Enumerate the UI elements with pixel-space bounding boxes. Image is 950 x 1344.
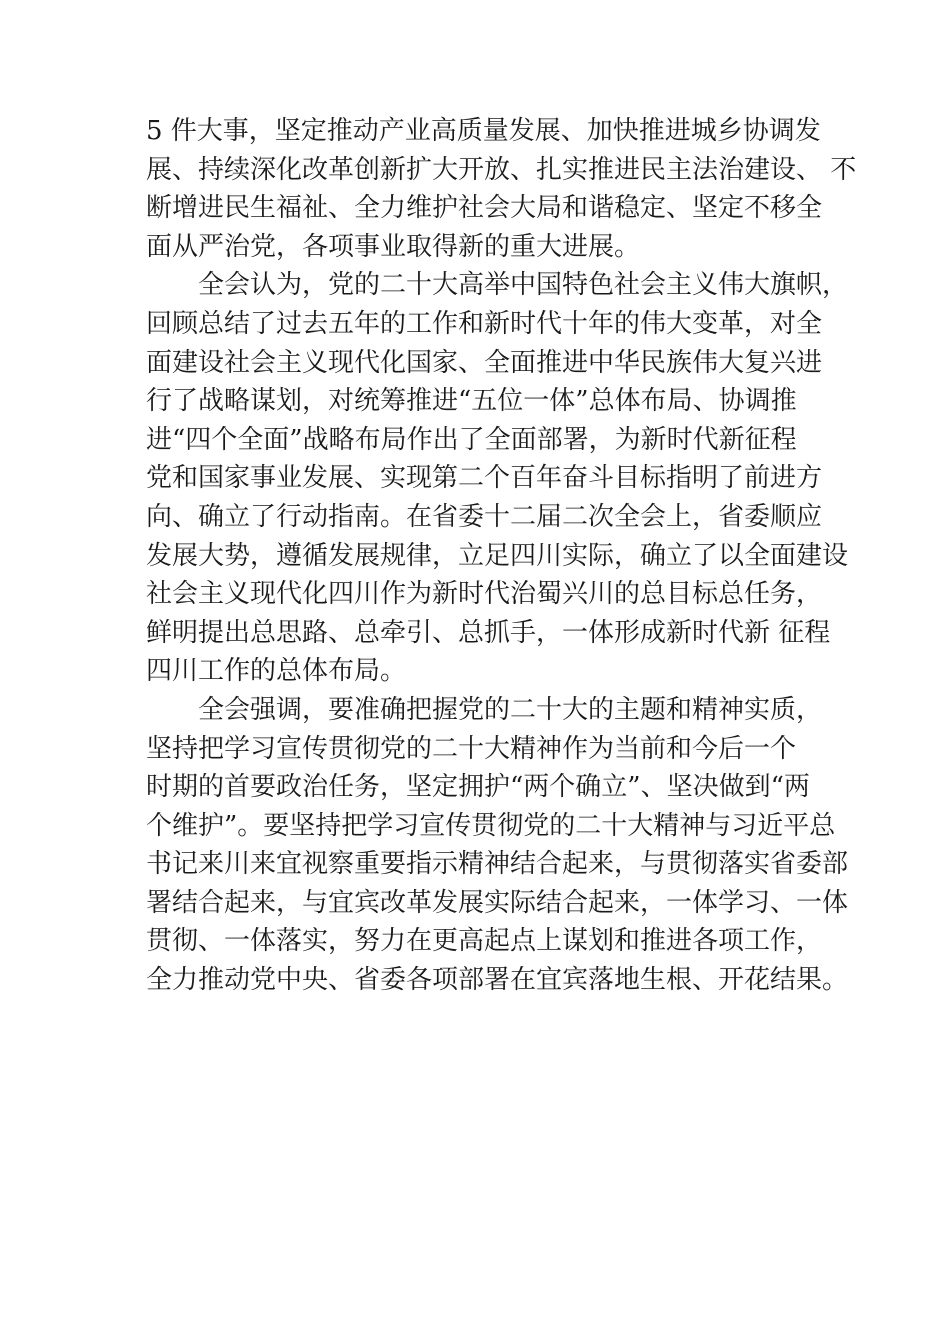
- text-line: 面从严治党，各项事业取得新的重大进展。: [146, 231, 641, 262]
- text-line: 四川工作的总体布局。: [146, 656, 407, 687]
- text-line: 5 件大事，坚定推动产业高质量发展、加快推进城乡协调发: [146, 116, 821, 146]
- text-line: 党和国家事业发展、实现第二个百年奋斗目标指明了前进方: [146, 463, 823, 494]
- text-line: 书记来川来宜视察重要指示精神结合起来，与贯彻落实省委部: [146, 849, 849, 880]
- text-line: 贯彻、一体落实，努力在更高起点上谋划和推进各项工作，: [146, 926, 823, 957]
- text-line: 社会主义现代化四川作为新时代治蜀兴川的总目标总任务，: [146, 579, 823, 610]
- text-line: 时期的首要政治任务，坚定拥护“两个确立”、坚决做到“两: [146, 772, 810, 803]
- text-line: 断增进民生福祉、全力维护社会大局和谐稳定、坚定不移全: [146, 193, 823, 224]
- text-line: 坚持把学习宣传贯彻党的二十大精神作为当前和今后一个: [146, 733, 797, 764]
- text-line: 全会强调，要准确把握党的二十大的主题和精神实质，: [198, 694, 823, 725]
- text-line: 行了战略谋划，对统筹推进“五位一体”总体布局、协调推: [146, 386, 797, 417]
- text-line: 向、确立了行动指南。在省委十二届二次全会上，省委顺应: [146, 501, 823, 532]
- text-line: 发展大势，遵循发展规律，立足四川实际，确立了以全面建设: [146, 540, 849, 571]
- text-line: 面建设社会主义现代化国家、全面推进中华民族伟大复兴进: [146, 347, 823, 378]
- body-text: [146, 112, 857, 1000]
- text-line: 全会认为，党的二十大高举中国特色社会主义伟大旗帜，: [198, 270, 849, 301]
- text-line: 展、持续深化改革创新扩大开放、扎实推进民主法治建设、 不: [146, 154, 857, 185]
- paragraph-2: [146, 266, 849, 691]
- text-line: 个维护”。要坚持把学习宣传贯彻党的二十大精神与习近平总: [146, 810, 836, 841]
- paragraph-3: [146, 691, 849, 1000]
- paragraph-1: [146, 112, 857, 266]
- text-line: 全力推动党中央、省委各项部署在宜宾落地生根、开花结果。: [146, 965, 849, 996]
- text-line: 回顾总结了过去五年的工作和新时代十年的伟大变革，对全: [146, 308, 823, 339]
- text-line: 进“四个全面”战略布局作出了全面部署，为新时代新征程: [146, 424, 797, 455]
- text-line: 鲜明提出总思路、总牵引、总抓手，一体形成新时代新 征程: [146, 617, 831, 648]
- text-line: 署结合起来，与宜宾改革发展实际结合起来，一体学习、一体: [146, 887, 849, 918]
